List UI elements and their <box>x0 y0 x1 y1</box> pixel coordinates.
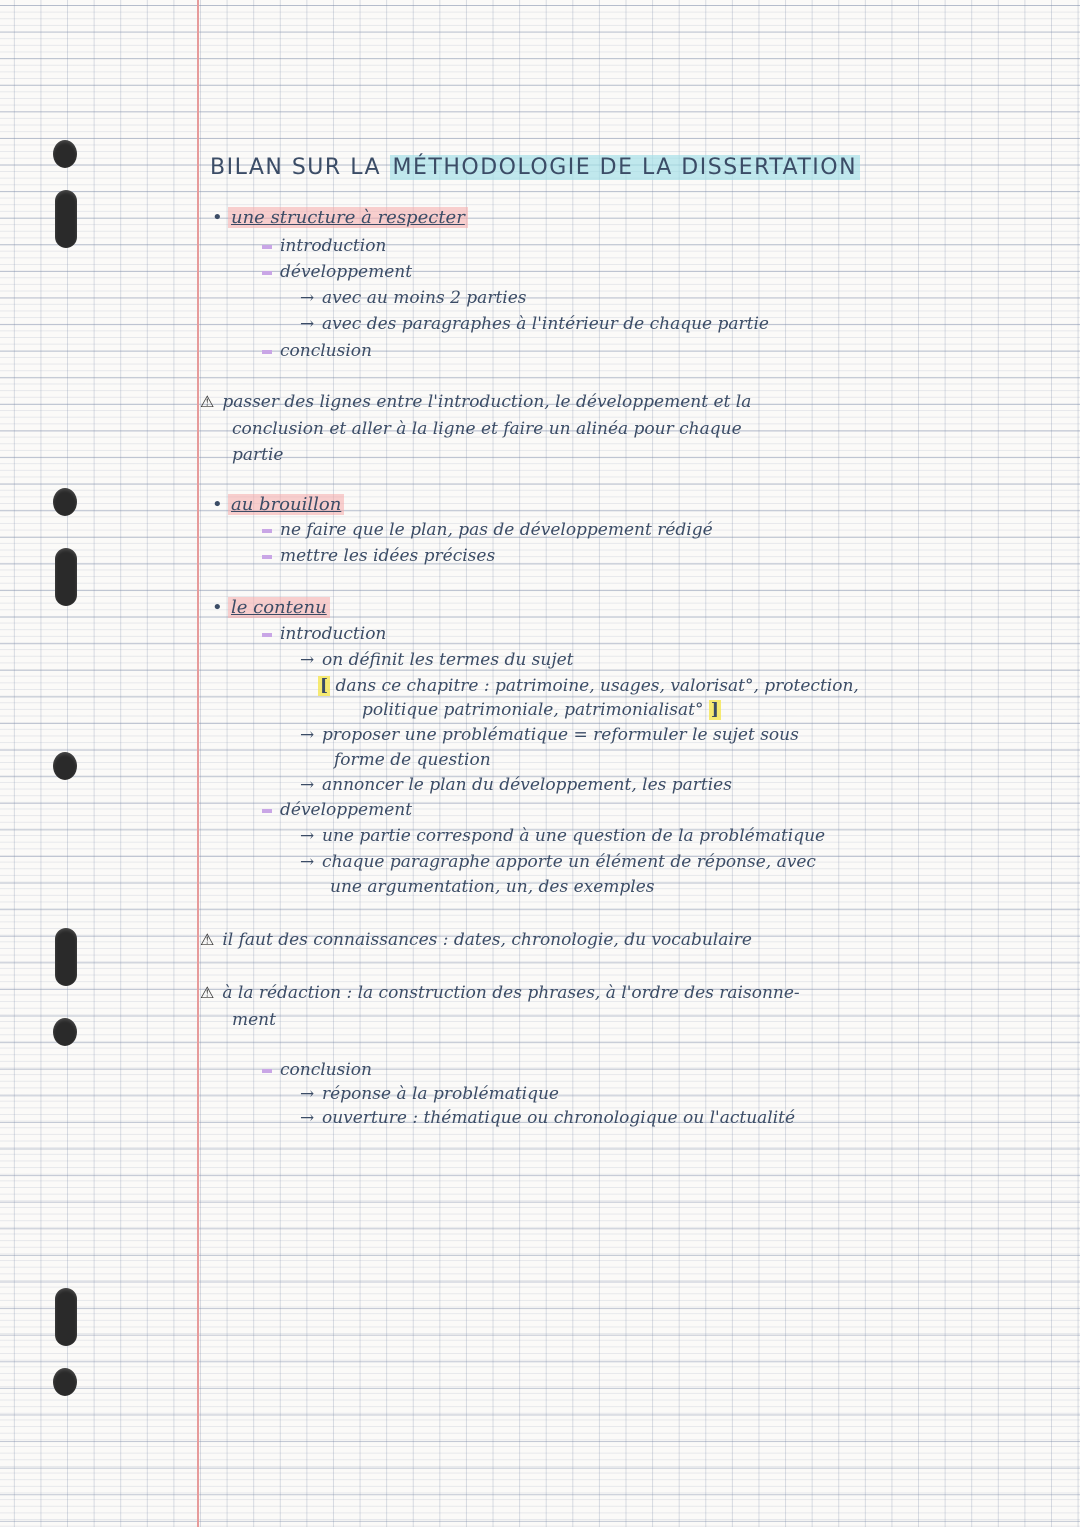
list-item-text: mettre les idées précises <box>280 546 496 566</box>
title-part-1: BILAN SUR LA <box>210 155 382 180</box>
warning-note-cont <box>232 1010 276 1030</box>
list-item-text: développement <box>280 262 413 282</box>
bracket-close-icon: ] <box>710 700 719 720</box>
sub-item-text: une argumentation, un, des exemples <box>330 877 655 897</box>
arrow-icon: → <box>300 852 315 872</box>
dash-icon <box>262 245 272 249</box>
margin-line <box>197 0 199 1527</box>
sub-item-text: annoncer le plan du développement, les parties <box>322 775 732 795</box>
bullet-icon: • <box>212 207 223 228</box>
dash-icon <box>262 809 272 813</box>
dash-icon <box>262 633 272 637</box>
binder-hole-elongated <box>55 548 77 606</box>
warning-icon: ⚠ <box>200 930 215 949</box>
list-item-text: conclusion <box>280 341 372 361</box>
page-title <box>210 155 860 180</box>
warning-note-cont <box>232 419 742 439</box>
title-part-2-highlighted: MÉTHODOLOGIE DE LA DISSERTATION <box>390 155 861 180</box>
sub-item-bracketed-cont <box>362 700 721 720</box>
sub-item-text: on définit les termes du sujet <box>322 650 574 670</box>
sub-item <box>300 314 769 334</box>
sub-item-cont <box>330 877 655 897</box>
list-item <box>262 624 386 644</box>
sub-item-text: proposer une problématique = reformuler le sujet sous <box>322 725 799 745</box>
warning-note-cont <box>232 445 283 465</box>
sub-item-text: ouverture : thématique ou chronologique ou l'actualité <box>322 1108 796 1128</box>
sub-item-text: dans ce chapitre : patrimoine, usages, valorisat°, protection, <box>335 676 859 696</box>
warning-note <box>200 392 751 412</box>
sub-item <box>300 650 574 670</box>
binder-hole <box>53 488 77 516</box>
bullet-icon: • <box>212 494 223 515</box>
binder-hole <box>53 1368 77 1396</box>
list-item <box>262 520 713 540</box>
list-item-text: conclusion <box>280 1060 372 1080</box>
dash-icon <box>262 555 272 559</box>
sub-item <box>300 288 527 308</box>
list-item <box>262 1060 372 1080</box>
warning-text: il faut des connaissances : dates, chronologie, du vocabulaire <box>222 930 752 950</box>
warning-text: ment <box>232 1010 276 1030</box>
sub-item-text: réponse à la problématique <box>322 1084 559 1104</box>
bracket-open-icon: [ <box>320 676 329 696</box>
list-item-text: ne faire que le plan, pas de développement rédigé <box>280 520 713 540</box>
section-heading <box>212 207 468 228</box>
binder-hole <box>53 752 77 780</box>
warning-text: passer des lignes entre l'introduction, le développement et la <box>222 392 752 412</box>
sub-item-text: avec des paragraphes à l'intérieur de chaque partie <box>322 314 769 334</box>
warning-icon: ⚠ <box>200 392 215 411</box>
sub-item-text: avec au moins 2 parties <box>322 288 527 308</box>
list-item-text: introduction <box>280 236 387 256</box>
section-heading <box>212 597 330 618</box>
arrow-icon: → <box>300 1084 315 1104</box>
sub-item-cont <box>334 750 491 770</box>
sub-item-text: chaque paragraphe apporte un élément de réponse, avec <box>322 852 816 872</box>
list-item <box>262 546 495 566</box>
sub-item-text: une partie correspond à une question de la problématique <box>322 826 826 846</box>
list-item <box>262 800 412 820</box>
arrow-icon: → <box>300 725 315 745</box>
section-heading-text: le contenu <box>228 597 330 618</box>
sub-item-bracketed <box>318 676 859 696</box>
list-item <box>262 236 386 256</box>
sub-item-text: politique patrimoniale, patrimonialisat° <box>362 700 704 720</box>
warning-text: à la rédaction : la construction des phrases, à l'ordre des raisonne- <box>222 983 800 1003</box>
sub-item <box>300 852 816 872</box>
sub-item-text: forme de question <box>334 750 491 770</box>
warning-note <box>200 930 752 950</box>
arrow-icon: → <box>300 826 315 846</box>
dash-icon <box>262 529 272 533</box>
list-item-text: introduction <box>280 624 387 644</box>
arrow-icon: → <box>300 650 315 670</box>
list-item <box>262 341 372 361</box>
warning-text: conclusion et aller à la ligne et faire un alinéa pour chaque <box>232 419 742 439</box>
binder-hole-elongated <box>55 190 77 248</box>
sub-item <box>300 826 825 846</box>
list-item-text: développement <box>280 800 413 820</box>
warning-text: partie <box>232 445 284 465</box>
list-item <box>262 262 412 282</box>
binder-hole <box>53 140 77 168</box>
section-heading-text: au brouillon <box>228 494 344 515</box>
arrow-icon: → <box>300 288 315 308</box>
binder-hole <box>53 1018 77 1046</box>
sub-item <box>300 775 732 795</box>
sub-item <box>300 725 799 745</box>
binder-hole-elongated <box>55 928 77 986</box>
bullet-icon: • <box>212 597 223 618</box>
sub-item <box>300 1108 795 1128</box>
warning-icon: ⚠ <box>200 983 215 1002</box>
sub-item <box>300 1084 559 1104</box>
dash-icon <box>262 350 272 354</box>
dash-icon <box>262 271 272 275</box>
section-heading <box>212 494 344 515</box>
dash-icon <box>262 1069 272 1073</box>
arrow-icon: → <box>300 1108 315 1128</box>
arrow-icon: → <box>300 775 315 795</box>
section-heading-text: une structure à respecter <box>228 207 468 228</box>
warning-note <box>200 983 800 1003</box>
arrow-icon: → <box>300 314 315 334</box>
binder-hole-elongated <box>55 1288 77 1346</box>
